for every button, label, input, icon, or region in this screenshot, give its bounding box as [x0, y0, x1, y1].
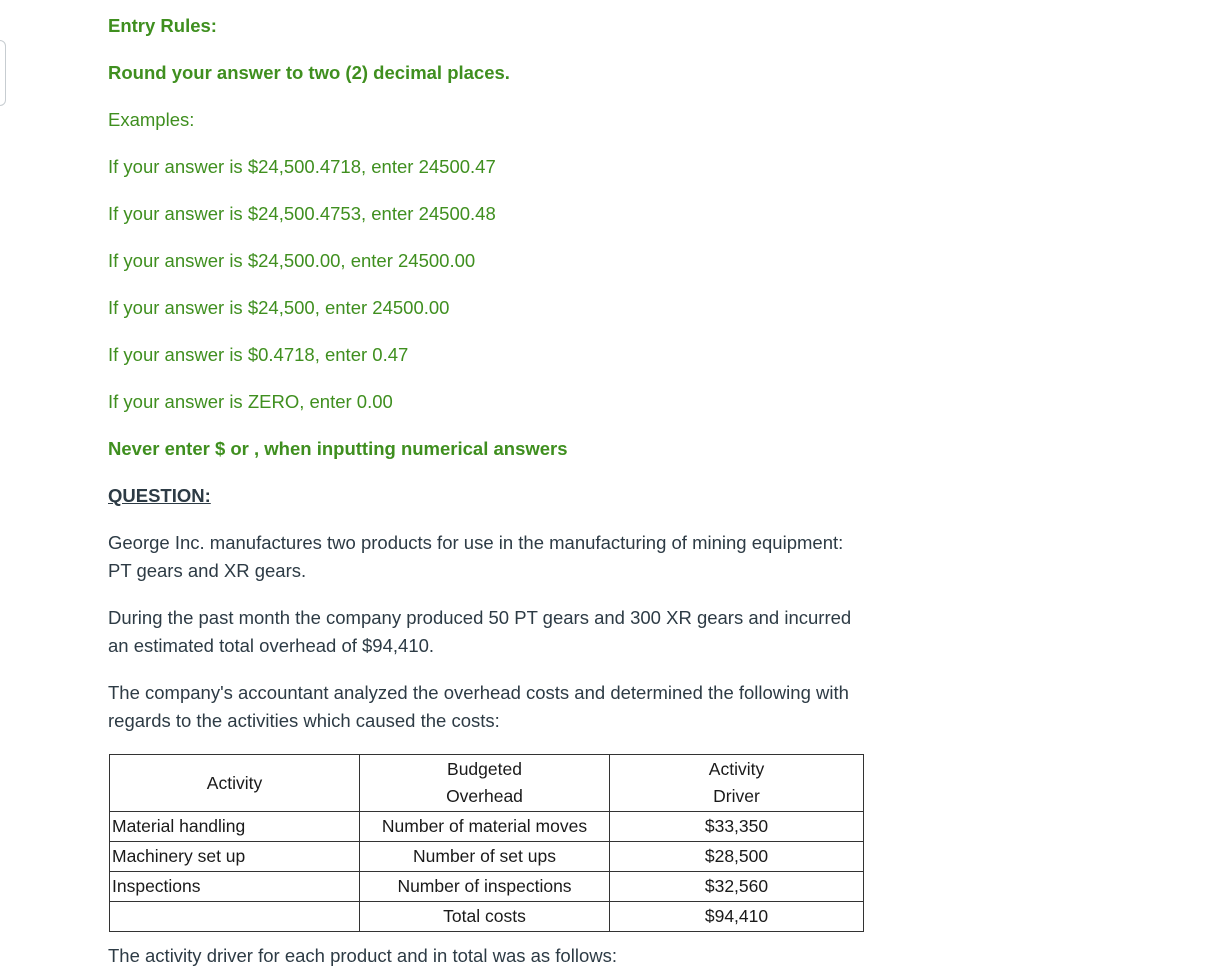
round-rule: Round your answer to two (2) decimal places. [108, 62, 510, 83]
example-1: If your answer is $24,500.4718, enter 24500.47 [108, 156, 496, 177]
entry-rules-title: Entry Rules: [108, 15, 217, 36]
examples-label: Examples: [108, 109, 195, 130]
question-paragraph-3: The company's accountant analyzed the overhead costs and determined the following with regards to the activities which caused the costs: [108, 682, 849, 731]
table-row [110, 842, 864, 872]
example-3: If your answer is $24,500.00, enter 24500.00 [108, 250, 476, 271]
row-activity: Material handling [110, 812, 360, 842]
activity-overhead-table [109, 754, 864, 932]
table-row [110, 812, 864, 842]
followup-text: The activity driver for each product and in total was as follows: [108, 945, 617, 966]
row-driver: $33,350 [610, 812, 864, 842]
row-activity: Inspections [110, 872, 360, 902]
row-activity: Machinery set up [110, 842, 360, 872]
row-overhead: Number of set ups [360, 842, 610, 872]
row-driver: $94,410 [610, 902, 864, 932]
left-panel-edge [0, 40, 6, 106]
header-activity: Activity [110, 755, 360, 812]
header-budgeted-overhead: Budgeted Overhead [360, 755, 610, 812]
question-paragraph-1: George Inc. manufactures two products for use in the manufacturing of mining equipment: PT gears and XR gears. [108, 532, 844, 581]
example-2: If your answer is $24,500.4753, enter 24500.48 [108, 203, 496, 224]
never-rule: Never enter $ or , when inputting numerical answers [108, 438, 568, 459]
table-row [110, 872, 864, 902]
row-activity [110, 902, 360, 932]
row-overhead: Number of inspections [360, 872, 610, 902]
example-4: If your answer is $24,500, enter 24500.00 [108, 297, 450, 318]
row-driver: $28,500 [610, 842, 864, 872]
table-total-row [110, 902, 864, 932]
row-overhead: Number of material moves [360, 812, 610, 842]
example-6: If your answer is ZERO, enter 0.00 [108, 391, 393, 412]
example-5: If your answer is $0.4718, enter 0.47 [108, 344, 409, 365]
table-header-row [110, 755, 864, 812]
header-activity-driver: Activity Driver [610, 755, 864, 812]
question-heading: QUESTION: [108, 485, 211, 506]
row-overhead: Total costs [360, 902, 610, 932]
row-driver: $32,560 [610, 872, 864, 902]
question-paragraph-2: During the past month the company produced 50 PT gears and 300 XR gears and incurred an estimated total overhead of $94,410. [108, 607, 852, 656]
